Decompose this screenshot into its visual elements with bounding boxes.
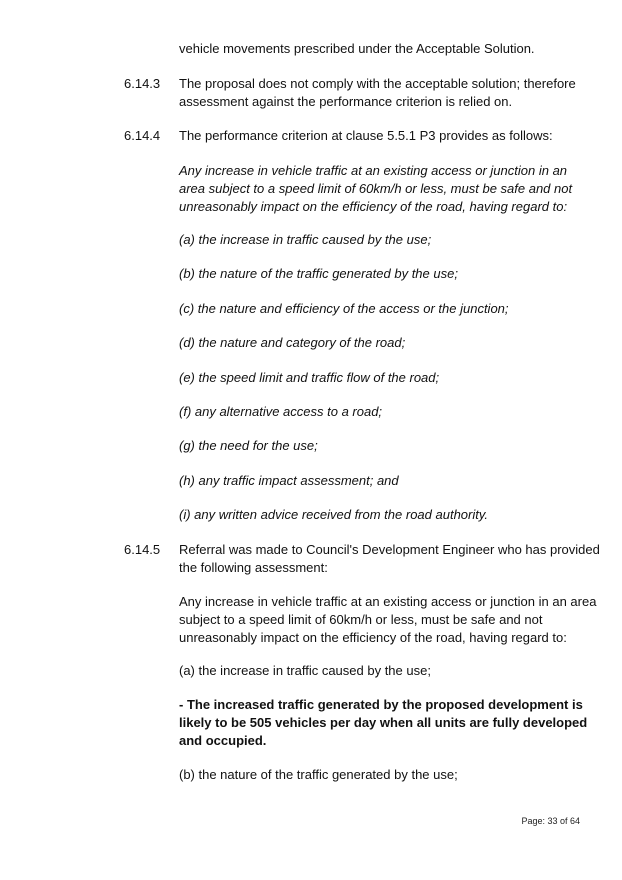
- criterion-item-b: (b) the nature of the traffic generated by the use;: [179, 266, 458, 281]
- criterion-item-d: (d) the nature and category of the road;: [179, 335, 406, 350]
- assessment-quote-line-2: subject to a speed limit of 60km/h or less, must be safe and not: [179, 612, 543, 627]
- assessment-item-b: (b) the nature of the traffic generated by the use;: [179, 767, 458, 782]
- criterion-item-c: (c) the nature and efficiency of the access or the junction;: [179, 301, 509, 316]
- criterion-quote-line-2: area subject to a speed limit of 60km/h or less, must be safe and not: [179, 181, 573, 196]
- criterion-item-e: (e) the speed limit and traffic flow of the road;: [179, 370, 440, 385]
- continuation-line: vehicle movements prescribed under the Acceptable Solution.: [179, 41, 535, 56]
- criterion-item-i: (i) any written advice received from the road authority.: [179, 507, 489, 522]
- criterion-quote-line-1: Any increase in vehicle traffic at an existing access or junction in an: [179, 163, 568, 178]
- section-number-6-14-5: 6.14.5: [124, 542, 161, 557]
- engineer-response-line-3: and occupied.: [179, 733, 267, 748]
- criterion-item-f: (f) any alternative access to a road;: [179, 404, 383, 419]
- criterion-quote-line-3: unreasonably impact on the efficiency of the road, having regard to:: [179, 199, 568, 214]
- section-6-14-4-intro: The performance criterion at clause 5.5.1 P3 provides as follows:: [179, 128, 553, 143]
- criterion-item-a: (a) the increase in traffic caused by the use;: [179, 232, 432, 247]
- criterion-item-h: (h) any traffic impact assessment; and: [179, 473, 399, 488]
- section-6-14-3-line-2: assessment against the performance criterion is relied on.: [179, 94, 513, 109]
- section-6-14-5-line-1: Referral was made to Council's Development Engineer who has provided: [179, 542, 600, 557]
- engineer-response-line-1: - The increased traffic generated by the proposed development is: [179, 697, 583, 712]
- assessment-quote-line-1: Any increase in vehicle traffic at an existing access or junction in an area: [179, 594, 597, 609]
- page-number-footer: Page: 33 of 64: [521, 816, 580, 826]
- assessment-quote-line-3: unreasonably impact on the efficiency of the road, having regard to:: [179, 630, 567, 645]
- section-number-6-14-3: 6.14.3: [124, 76, 161, 91]
- section-6-14-3-line-1: The proposal does not comply with the acceptable solution; therefore: [179, 76, 576, 91]
- section-6-14-5-line-2: the following assessment:: [179, 560, 328, 575]
- criterion-item-g: (g) the need for the use;: [179, 438, 318, 453]
- engineer-response-line-2: likely to be 505 vehicles per day when all units are fully developed: [179, 715, 588, 730]
- section-number-6-14-4: 6.14.4: [124, 128, 161, 143]
- assessment-item-a: (a) the increase in traffic caused by the use;: [179, 663, 431, 678]
